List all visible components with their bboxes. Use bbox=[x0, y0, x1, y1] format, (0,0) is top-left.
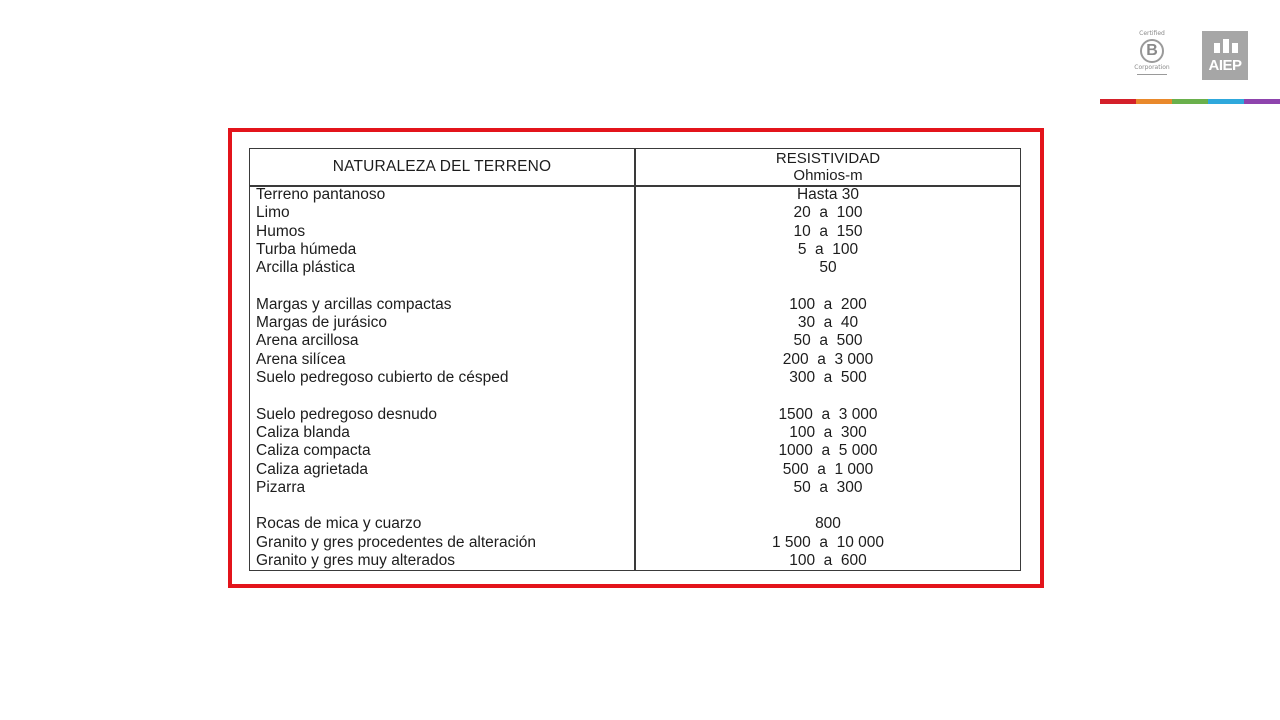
resistivity-value: 10 a 150 bbox=[793, 222, 863, 240]
table-row bbox=[250, 552, 1020, 570]
table-row bbox=[250, 259, 1020, 277]
resistivity-value: 30 a 40 bbox=[797, 314, 859, 332]
terrain-name: Rocas de mica y cuarzo bbox=[256, 515, 422, 533]
resistivity-value: 1 500 a 10 000 bbox=[771, 533, 885, 551]
bcorp-rule bbox=[1137, 74, 1167, 75]
terrain-name: Arena arcillosa bbox=[256, 332, 359, 350]
table-row bbox=[250, 369, 1020, 387]
stripe-orange bbox=[1136, 99, 1172, 104]
stripe-purple bbox=[1244, 99, 1280, 104]
terrain-name: Suelo pedregoso desnudo bbox=[256, 405, 437, 423]
resistivity-value: 50 bbox=[819, 259, 837, 277]
table-row bbox=[250, 223, 1020, 241]
terrain-name: Humos bbox=[256, 222, 306, 240]
resistivity-value: 200 a 3 000 bbox=[782, 350, 874, 368]
table-row bbox=[250, 515, 1020, 533]
resistivity-value: 300 a 500 bbox=[789, 369, 867, 386]
terrain-name: Turba húmeda bbox=[256, 240, 357, 258]
header-resistivity-label: RESISTIVIDAD bbox=[775, 150, 881, 167]
stripe-green bbox=[1172, 99, 1208, 104]
resistivity-value: 100 a 300 bbox=[789, 423, 867, 441]
terrain-name: Arcilla plástica bbox=[256, 259, 356, 277]
table-row bbox=[250, 186, 1020, 204]
resistivity-value: 100 a 200 bbox=[789, 295, 867, 313]
terrain-name: Limo bbox=[256, 204, 290, 222]
resistivity-value: Hasta 30 bbox=[796, 186, 860, 203]
header-unit: Ohmios-m bbox=[793, 167, 863, 184]
resistivity-value: 5 a 100 bbox=[797, 240, 859, 258]
stripe-blue bbox=[1208, 99, 1244, 104]
resistivity-value: 500 a 1 000 bbox=[782, 460, 874, 478]
resistivity-value: 1500 a 3 000 bbox=[778, 405, 878, 423]
table-row bbox=[250, 461, 1020, 479]
terrain-name: Granito y gres muy alterados bbox=[256, 552, 456, 569]
table-row bbox=[250, 204, 1020, 222]
bcorp-b-icon: B bbox=[1140, 39, 1164, 63]
resistivity-value: 800 bbox=[815, 515, 841, 533]
table-row bbox=[250, 479, 1020, 497]
terrain-name: Terreno pantanoso bbox=[256, 186, 386, 203]
aiep-logo-text: AIEP bbox=[1208, 57, 1242, 74]
bcorp-top-text: Certified bbox=[1139, 30, 1165, 37]
table-row bbox=[250, 406, 1020, 424]
terrain-name: Pizarra bbox=[256, 478, 306, 496]
terrain-name: Caliza blanda bbox=[256, 423, 350, 441]
table-row bbox=[250, 534, 1020, 552]
bcorp-logo bbox=[1134, 30, 1170, 82]
terrain-name: Granito y gres procedentes de alteración bbox=[256, 533, 537, 551]
stripe-red bbox=[1100, 99, 1136, 104]
aiep-logo bbox=[1202, 31, 1248, 80]
resistivity-value: 20 a 100 bbox=[793, 204, 863, 222]
resistivity-value: 50 a 300 bbox=[793, 478, 863, 496]
table-row bbox=[250, 442, 1020, 460]
table-row bbox=[250, 332, 1020, 350]
table-row bbox=[250, 351, 1020, 369]
brand-color-stripe bbox=[1100, 99, 1280, 104]
terrain-name: Margas y arcillas compactas bbox=[256, 295, 452, 313]
building-icon bbox=[1214, 39, 1238, 53]
terrain-name: Caliza agrietada bbox=[256, 460, 369, 478]
header-resistivity bbox=[636, 150, 1020, 184]
resistivity-value: 1000 a 5 000 bbox=[778, 442, 878, 460]
table-row bbox=[250, 241, 1020, 259]
terrain-name: Arena silícea bbox=[256, 350, 346, 368]
table-row bbox=[250, 424, 1020, 442]
resistivity-value: 100 a 600 bbox=[789, 552, 867, 569]
terrain-name: Suelo pedregoso cubierto de césped bbox=[256, 369, 509, 386]
table-row bbox=[250, 314, 1020, 332]
bcorp-bottom-text: Corporation bbox=[1134, 64, 1170, 71]
table-row bbox=[250, 296, 1020, 314]
resistivity-table bbox=[249, 148, 1021, 571]
terrain-name: Margas de jurásico bbox=[256, 314, 387, 332]
header-terrain: NATURALEZA DEL TERRENO bbox=[332, 158, 552, 175]
terrain-name: Caliza compacta bbox=[256, 442, 371, 460]
resistivity-value: 50 a 500 bbox=[793, 332, 863, 350]
